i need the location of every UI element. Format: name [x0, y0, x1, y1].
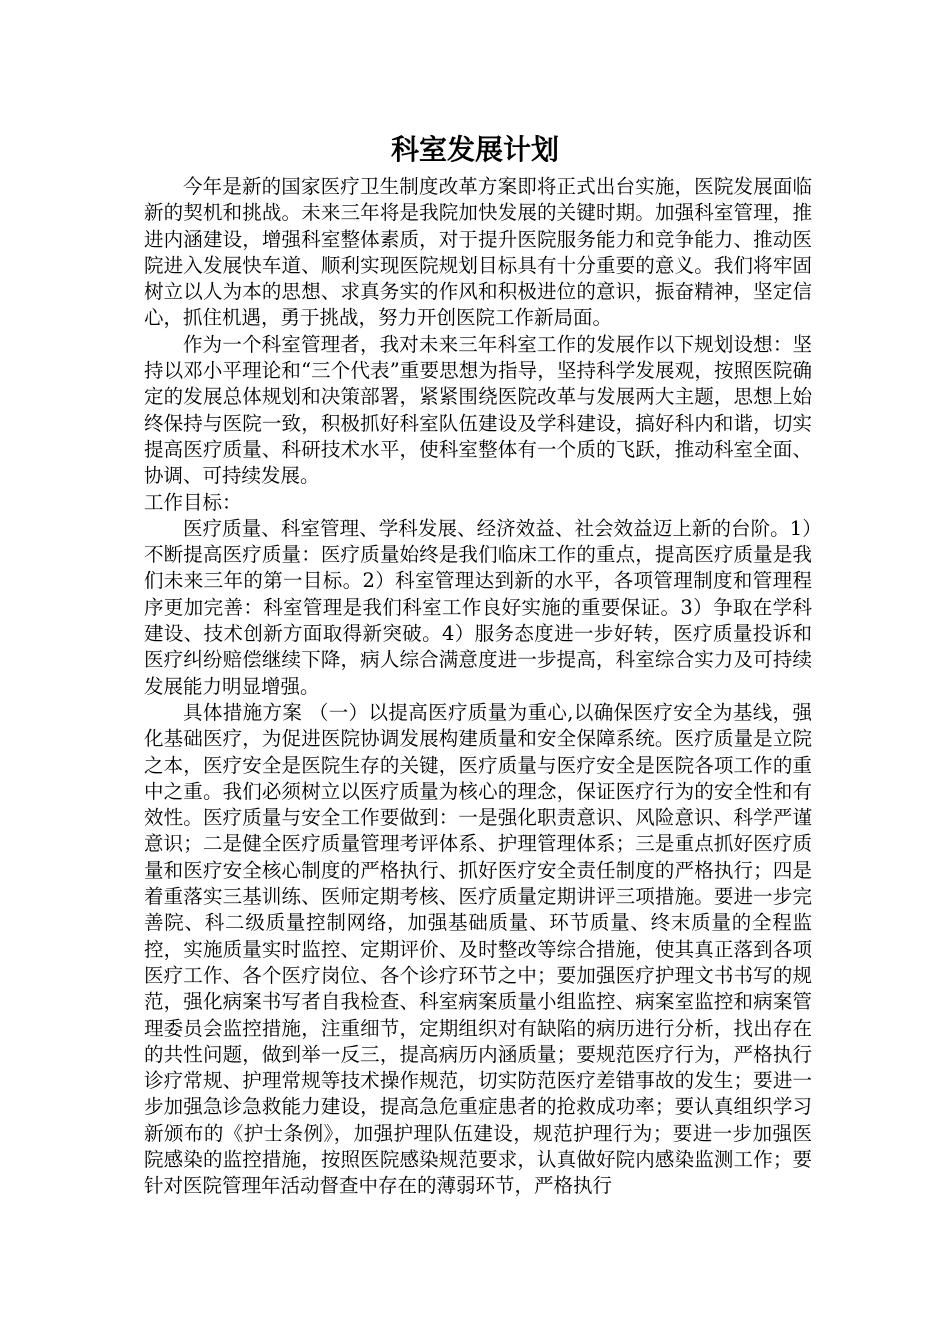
paragraph-work-goals: 医疗质量、科室管理、学科发展、经济效益、社会效益迈上新的台阶。1）不断提高医疗质量：医疗质量始终是我们临床工作的重点，提高医疗质量是我们未来三年的第一目标。2）科室管理达到新的水平，各项管理制度和管理程序更加完善：科室管理是我们科室工作良好实施的重要保证。3）争取在学科建设、技术创新方面取得新突破。4）服务态度进一步好转，医疗质量投诉和医疗纠纷赔偿继续下降，病人综合满意度进一步提高，科室综合实力及可持续发展能力明显增强。: [144, 516, 812, 698]
paragraph-goals-heading: 工作目标：: [144, 490, 242, 514]
document-body: [144, 174, 812, 1200]
document-title: 科室发展计划: [390, 133, 559, 166]
paragraph-specific-measures: 具体措施方案 （一）以提高医疗质量为重心,以确保医疗安全为基线，强化基础医疗，为促进医院协调发展构建质量和安全保障系统。医疗质量是立院之本，医疗安全是医院生存的关键，医疗质量与医疗安全是医院各项工作的重中之重。我们必须树立以医疗质量为核心的理念，保证医疗行为的安全性和有效性。医疗质量与安全工作要做到：一是强化职责意识、风险意识、科学严谨意识；二是健全医疗质量管理考评体系、护理管理体系；三是重点抓好医疗质量和医疗安全核心制度的严格执行、抓好医疗安全责任制度的严格执行；四是着重落实三基训练、医师定期考核、医疗质量定期讲评三项措施。要进一步完善院、科二级质量控制网络，加强基础质量、环节质量、终末质量的全程监控，实施质量实时监控、定期评价、及时整改等综合措施，使其真正落到各项医疗工作、各个医疗岗位、各个诊疗环节之中；要加强医疗护理文书书写的规范，强化病案书写者自我检查、科室病案质量小组监控、病案室监控和病案管理委员会监控措施，注重细节，定期组织对有缺陷的病历进行分析，找出存在的共性问题，做到举一反三，提高病历内涵质量；要规范医疗行为，严格执行诊疗常规、护理常规等技术操作规范，切实防范医疗差错事故的发生；要进一步加强急诊急救能力建设，提高急危重症患者的抢救成功率；要认真组织学习新颁布的《护士条例》，加强护理队伍建设，规范护理行为；要进一步加强医院感染的监控措施，按照医院感染规范要求，认真做好院内感染监测工作；要针对医院管理年活动督查中存在的薄弱环节，严格执行: [144, 700, 812, 1198]
paragraph-planning-vision: 作为一个科室管理者，我对未来三年科室工作的发展作以下规划设想：坚持以邓小平理论和“三个代表”重要思想为指导，坚持科学发展观，按照医院确定的发展总体规划和决策部署，紧紧围绕医院改革与发展两大主题，思想上始终保持与医院一致，积极抓好科室队伍建设及学科建设，搞好科内和谐，切实提高医疗质量、科研技术水平，使科室整体有一个质的飞跃，推动科室全面、协调、可持续发展。: [144, 332, 812, 488]
paragraph-introduction: 今年是新的国家医疗卫生制度改革方案即将正式出台实施，医院发展面临新的契机和挑战。未来三年将是我院加快发展的关键时期。加强科室管理，推进内涵建设，增强科室整体素质，对于提升医院服务能力和竞争能力、推动医院进入发展快车道、顺利实现医院规划目标具有十分重要的意义。我们将牢固树立以人为本的思想、求真务实的作风和积极进位的意识，振奋精神，坚定信心，抓住机遇，勇于挑战，努力开创医院工作新局面。: [144, 175, 812, 330]
